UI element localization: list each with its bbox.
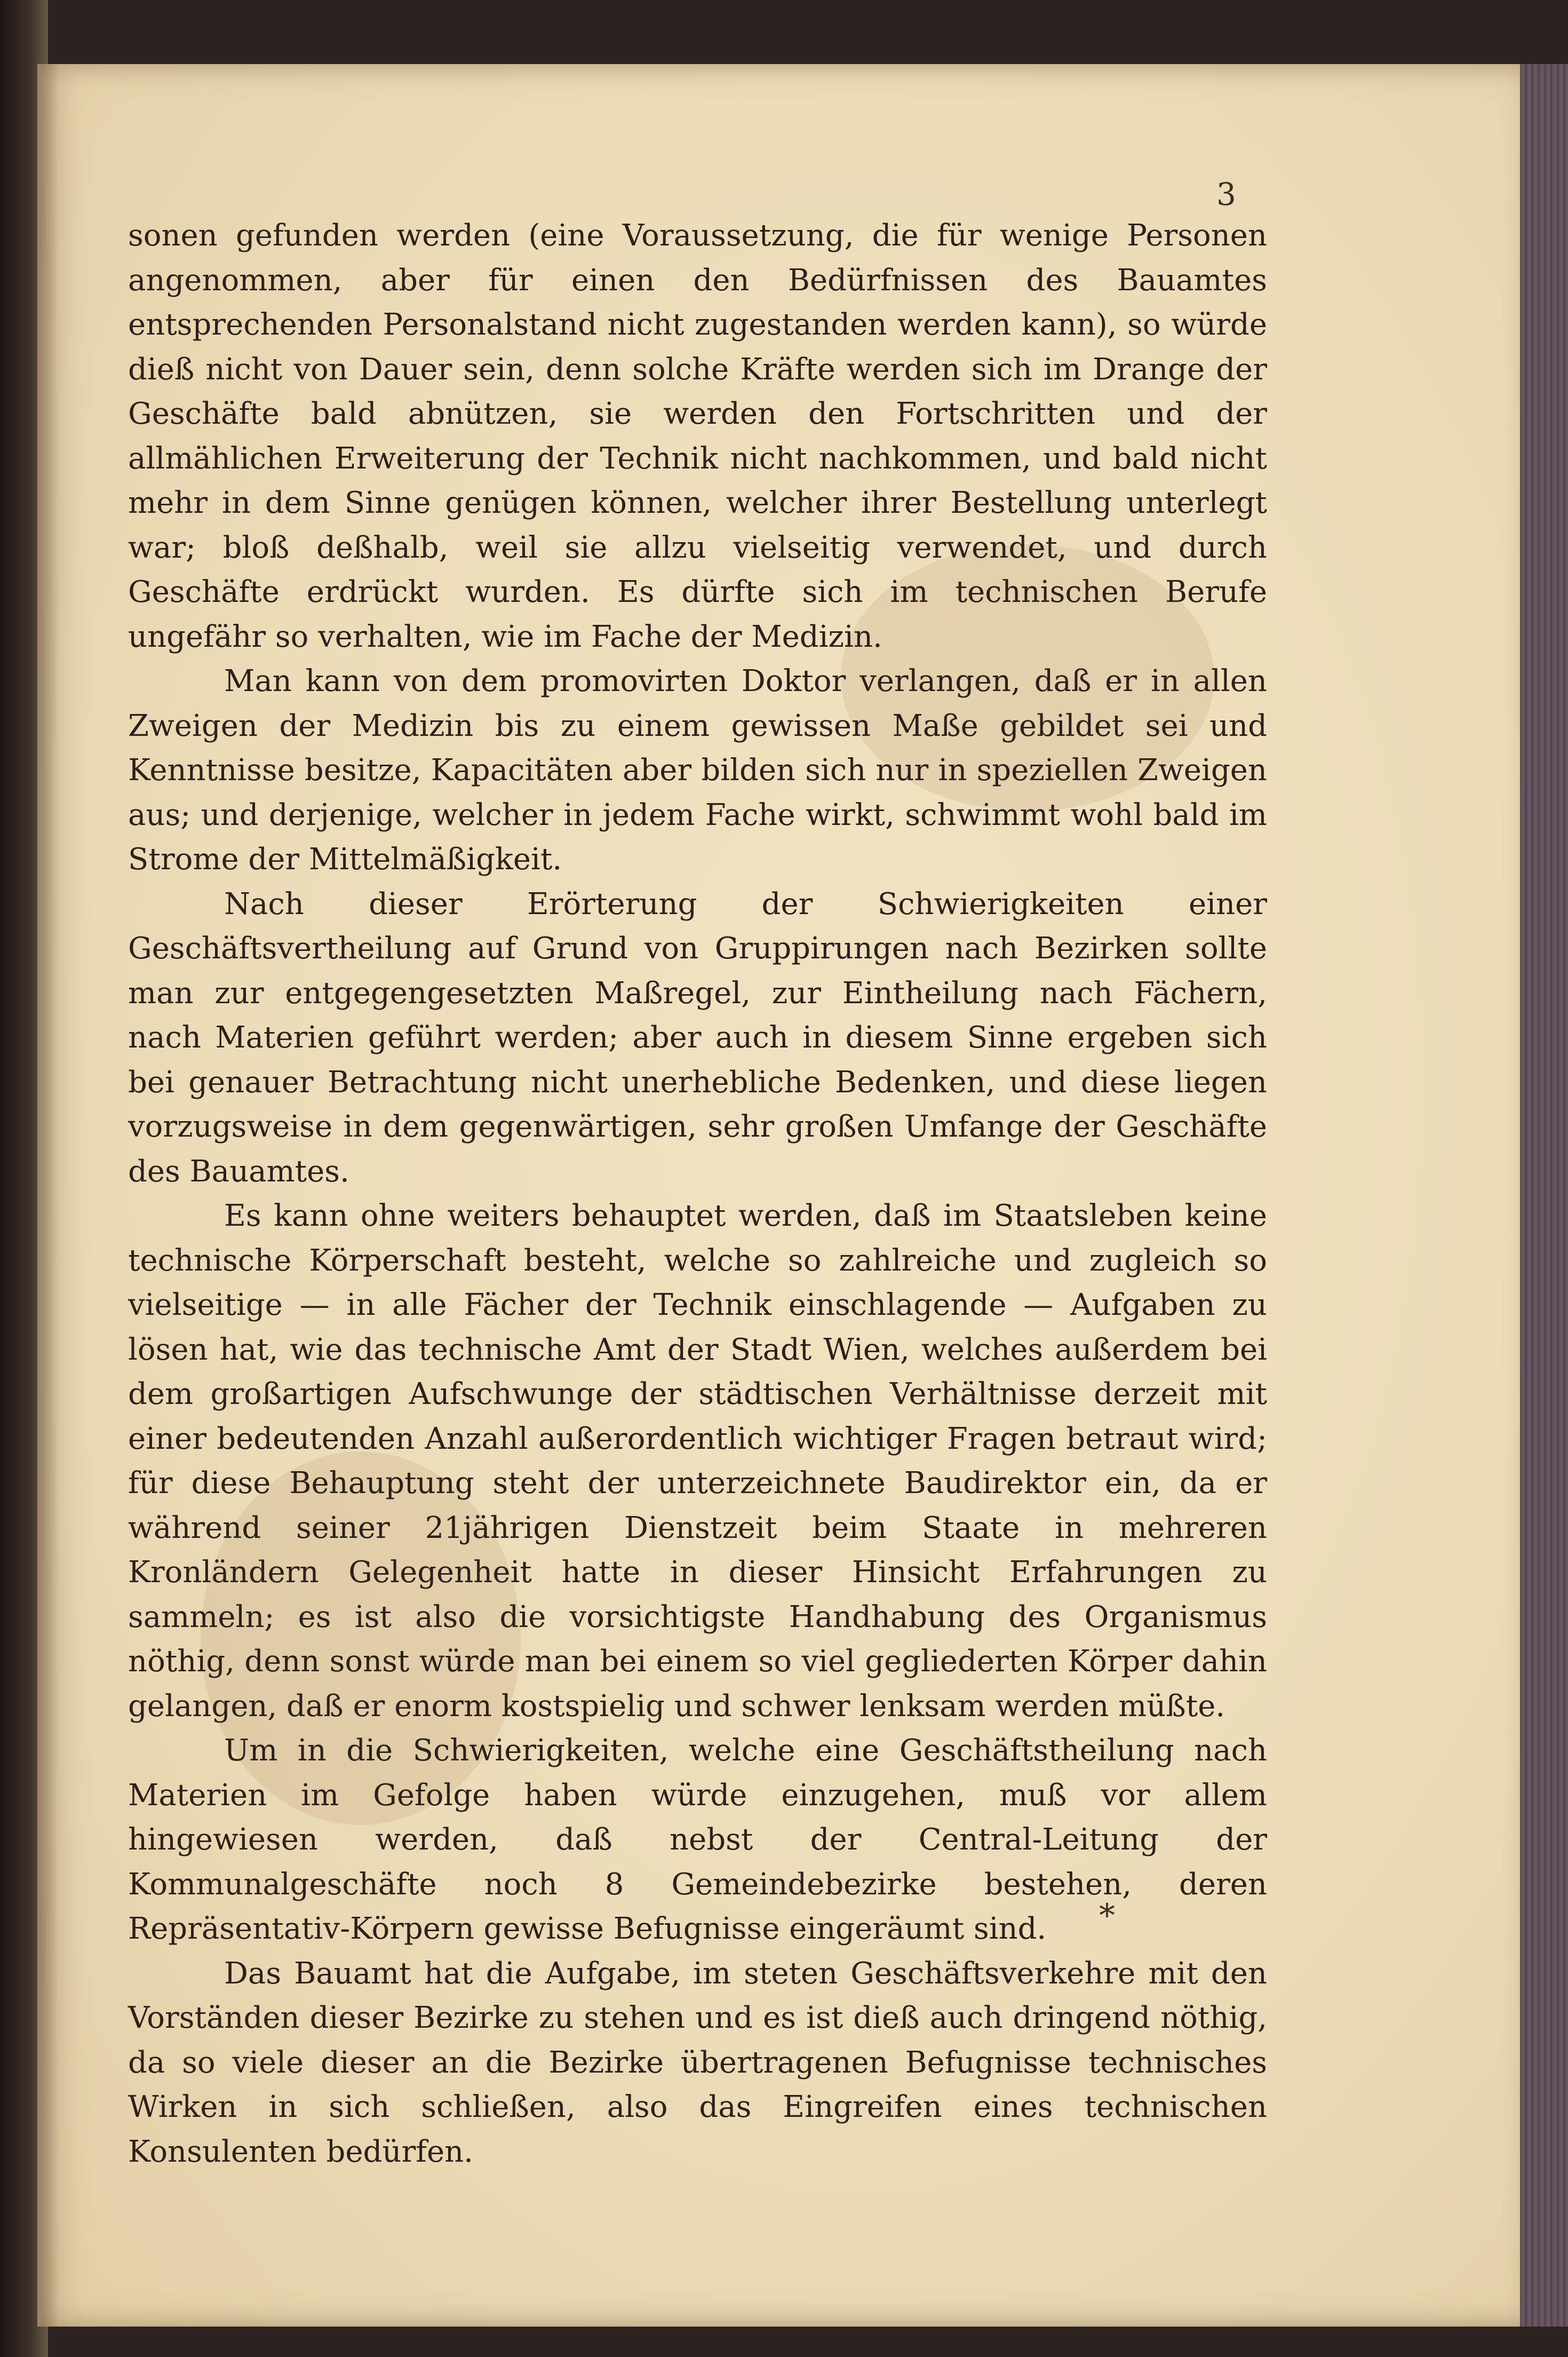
paragraph: Das Bauamt hat die Aufgabe, im steten Geschäftsverkehre mit den Vorständen dieser Bezirke zu stehen und es ist dieß auch dringend nöthig, da so viele dieser an die Bezirke übertragenen Befugnisse technisches Wirken in sich schließen, also das Eingreifen eines technischen Konsulenten bedürfen.	[128, 1956, 1267, 2169]
gutter-shadow	[37, 64, 59, 2327]
signature-mark: *	[1099, 1897, 1115, 1934]
paragraph: Nach dieser Erörterung der Schwierigkeiten einer Geschäftsvertheilung auf Grund von Gruppirungen nach Bezirken sollte man zur entgegengesetzten Maßregel, zur Eintheilung nach Fächern, nach Materien geführt werden; aber auch in diesem Sinne ergeben sich bei genauer Betrachtung nicht unerhebliche Bedenken, und diese liegen vorzugsweise in dem gegenwärtigen, sehr großen Umfange der Geschäfte des Bauamtes.	[128, 886, 1267, 1189]
book-cover-edge	[1520, 64, 1568, 2327]
paragraph: sonen gefunden werden (eine Voraussetzung, die für wenige Personen angenommen, aber für einen den Bedürfnissen des Bauamtes entsprechenden Personalstand nicht zugestanden werden kann), so würde dieß nicht von Dauer sein, denn solche Kräfte werden sich im Drange der Geschäfte bald abnützen, sie werden den Fortschritten und der allmählichen Erweiterung der Technik nicht nachkommen, und bald nicht mehr in dem Sinne genügen können, welcher ihrer Bestellung unterlegt war; bloß deßhalb, weil sie allzu vielseitig verwendet, und durch Geschäfte erdrückt wurden. Es dürfte sich im technischen Berufe ungefähr so verhalten, wie im Fache der Medizin.	[128, 218, 1267, 654]
body-text	[128, 213, 1267, 2174]
paragraph: Es kann ohne weiters behauptet werden, daß im Staatsleben keine technische Körperschaft besteht, welche so zahlreiche und zugleich so vielseitige — in alle Fächer der Technik einschlagende — Aufgaben zu lösen hat, wie das technische Amt der Stadt Wien, welches außerdem bei dem großartigen Aufschwunge der städtischen Verhältnisse derzeit mit einer bedeutenden Anzahl außerordentlich wichtiger Fragen betraut wird; für diese Behauptung steht der unterzeichnete Baudirektor ein, da er während seiner 21jährigen Dienstzeit beim Staate in mehreren Kronländern Gelegenheit hatte in dieser Hinsicht Erfahrungen zu sammeln; es ist also die vorsichtigste Handhabung des Organismus nöthig, denn sonst würde man bei einem so viel gegliederten Körper dahin gelangen, daß er enorm kostspielig und schwer lenksam werden müßte.	[128, 1199, 1267, 1724]
page-number: 3	[1216, 176, 1236, 212]
paragraph: Um in die Schwierigkeiten, welche eine Geschäftstheilung nach Materien im Gefolge haben würde einzugehen, muß vor allem hingewiesen werden, daß nebst der Central-Leitung der Kommunalgeschäfte noch 8 Gemeindebezirke bestehen, deren Repräsentativ-Körpern gewisse Befugnisse eingeräumt sind.	[128, 1733, 1267, 1946]
paragraph: Man kann von dem promovirten Doktor verlangen, daß er in allen Zweigen der Medizin bis zu einem gewissen Maße gebildet sei und Kenntnisse besitze, Kapacitäten aber bilden sich nur in speziellen Zweigen aus; und derjenige, welcher in jedem Fache wirkt, schwimmt wohl bald im Strome der Mittelmäßigkeit.	[128, 664, 1267, 877]
